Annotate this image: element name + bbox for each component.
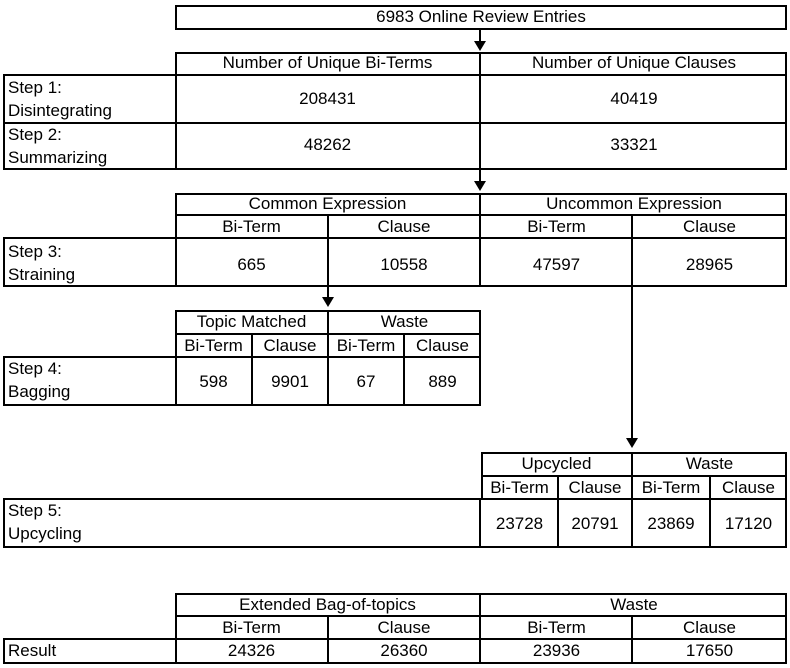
step4-label-line2: Bagging xyxy=(8,382,71,401)
result-value-1: 24326 xyxy=(227,641,276,660)
arrow-4-head xyxy=(626,438,638,448)
block3-bi-header-1: Bi-Term xyxy=(222,217,281,236)
arrow-2-head xyxy=(474,181,486,191)
block3-bi-header-2: Bi-Term xyxy=(527,217,586,236)
step1-clause-value: 40419 xyxy=(610,89,658,108)
step2-clause-value: 33321 xyxy=(610,135,658,154)
step4-value-1: 598 xyxy=(199,372,228,391)
step5-value-1: 23728 xyxy=(495,514,544,533)
result-waste-header: Waste xyxy=(610,595,658,614)
result-value-3: 23936 xyxy=(532,641,581,660)
step3-label-line1: Step 3: xyxy=(8,242,62,261)
step5-value-3: 23869 xyxy=(647,514,695,533)
result-value-2: 26360 xyxy=(380,641,428,660)
step5-label-line2: Upcycling xyxy=(8,524,82,543)
result-clause-header-2: Clause xyxy=(683,618,736,637)
block3-common-header: Common Expression xyxy=(248,194,407,213)
step5-value-4: 17120 xyxy=(724,514,773,533)
result-extended-header: Extended Bag-of-topics xyxy=(239,595,416,614)
step1-bi-value: 208431 xyxy=(299,89,356,108)
step2-label-line2: Summarizing xyxy=(8,148,108,167)
block1-col-clause-header: Number of Unique Clauses xyxy=(531,53,737,72)
step3-value-4: 28965 xyxy=(685,255,734,274)
block5-bi-header-2: Bi-Term xyxy=(641,478,701,497)
result-bi-header-1: Bi-Term xyxy=(222,618,281,637)
step3-value-2: 10558 xyxy=(380,255,428,274)
result-value-4: 17650 xyxy=(685,641,734,660)
arrow-3-head xyxy=(322,297,334,307)
block4-clause-header-1: Clause xyxy=(263,336,317,355)
block3-clause-header-1: Clause xyxy=(377,217,431,236)
arrow-1-head xyxy=(474,41,486,51)
block3-clause-header-2: Clause xyxy=(683,217,736,236)
step2-bi-value: 48262 xyxy=(303,135,352,154)
step1-label-line2: Disintegrating xyxy=(8,101,112,120)
block5-clause-header-1: Clause xyxy=(568,478,622,497)
block4-clause-header-2: Clause xyxy=(416,336,469,355)
arrow-4-line xyxy=(631,287,633,439)
step4-value-4: 889 xyxy=(428,372,457,391)
step3-value-3: 47597 xyxy=(532,255,581,274)
block5-upcycled-header: Upcycled xyxy=(521,454,592,473)
step4-value-2: 9901 xyxy=(271,372,309,391)
step4-value-3: 67 xyxy=(356,372,376,391)
step4-label-line1: Step 4: xyxy=(8,359,62,378)
block5-bi-header-1: Bi-Term xyxy=(490,478,549,497)
step5-label-line1: Step 5: xyxy=(8,501,62,520)
step5-value-2: 20791 xyxy=(571,514,619,533)
step1-label-line1: Step 1: xyxy=(8,78,62,97)
result-row-label: Result xyxy=(8,641,57,660)
block4-bi-header-2: Bi-Term xyxy=(336,336,396,355)
step2-label-line1: Step 2: xyxy=(8,125,62,144)
block4-matched-header: Topic Matched xyxy=(196,312,307,331)
block4-waste-header: Waste xyxy=(380,312,429,331)
block4-bi-header-1: Bi-Term xyxy=(184,336,243,355)
step3-value-1: 665 xyxy=(237,255,266,274)
step3-label-line2: Straining xyxy=(8,265,76,284)
block1-col-bi-header: Number of Unique Bi-Terms xyxy=(222,53,433,72)
block5-clause-header-2: Clause xyxy=(722,478,775,497)
result-clause-header-1: Clause xyxy=(377,618,431,637)
top-entries-label: 6983 Online Review Entries xyxy=(376,7,586,26)
result-bi-header-2: Bi-Term xyxy=(527,618,586,637)
block3-uncommon-header: Uncommon Expression xyxy=(546,194,722,213)
block5-waste-header: Waste xyxy=(685,454,734,473)
